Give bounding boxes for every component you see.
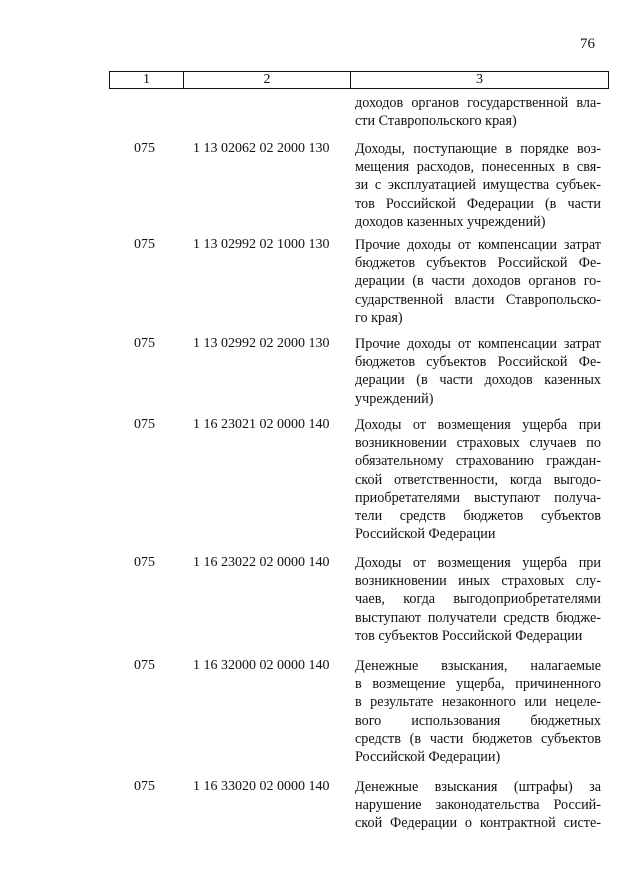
- revenue-description: [355, 335, 601, 408]
- text-line: сти Ставропольского края): [355, 113, 517, 130]
- text-line: ской ответственности, когда выгодо-: [355, 471, 601, 488]
- text-line: Российской Федерации: [355, 526, 496, 543]
- page-number: 76: [580, 36, 595, 52]
- admin-code: 075: [134, 417, 155, 432]
- text-line: доходов органов государственной вла-: [355, 95, 601, 111]
- text-line: нарушение законодательства Россий-: [355, 797, 601, 814]
- text-line: чаев, когда выгодоприобретателями: [355, 591, 601, 608]
- revenue-code: 1 13 02062 02 2000 130: [193, 141, 330, 156]
- text-line: Доходы от возмещения ущерба при: [355, 555, 601, 571]
- text-line: ской Федерации о контрактной систе-: [355, 815, 601, 832]
- table-header: [109, 71, 609, 89]
- text-line: го края): [355, 309, 403, 326]
- text-line: средств (в части бюджетов субъектов: [355, 730, 601, 747]
- text-line: возникновении иных страховых слу-: [355, 573, 601, 590]
- text-line: выступают получатели средств бюдже-: [355, 609, 601, 626]
- text-line: в возмещение ущерба, причиненного: [355, 676, 601, 693]
- admin-code: 075: [134, 141, 155, 156]
- revenue-description: [355, 236, 601, 327]
- admin-code: 075: [134, 779, 155, 794]
- revenue-code: 1 13 02992 02 2000 130: [193, 336, 330, 351]
- text-line: дерации (в части доходов органов го-: [355, 273, 601, 290]
- text-line: приобретателями выступают получа-: [355, 489, 601, 506]
- revenue-code: 1 16 32000 02 0000 140: [193, 658, 330, 673]
- admin-code: 075: [134, 555, 155, 570]
- header-col-1: 1: [110, 72, 184, 88]
- text-line: Российской Федерации): [355, 748, 501, 765]
- text-line: зи с эксплуатацией имущества субъек-: [355, 177, 601, 194]
- revenue-description: [355, 657, 601, 766]
- text-line: в результате незаконного или нецеле-: [355, 694, 601, 711]
- text-line: Доходы от возмещения ущерба при: [355, 417, 601, 433]
- revenue-code: 1 16 23021 02 0000 140: [193, 417, 330, 432]
- header-col-3: 3: [476, 72, 483, 87]
- admin-code: 075: [134, 658, 155, 673]
- text-line: Доходы, поступающие в порядке воз-: [355, 141, 601, 157]
- text-line: дерации (в части доходов казенных: [355, 372, 601, 389]
- text-line: Прочие доходы от компенсации затрат: [355, 336, 601, 352]
- text-line: бюджетов субъектов Российской Фе-: [355, 354, 601, 371]
- revenue-description: [355, 416, 601, 543]
- text-line: Денежные взыскания, налагаемые: [355, 658, 601, 674]
- admin-code: 075: [134, 237, 155, 252]
- text-line: тели средств бюджетов субъектов: [355, 507, 601, 524]
- revenue-description: [355, 778, 601, 833]
- revenue-description: [355, 554, 601, 645]
- text-line: мещения расходов, понесенных в свя-: [355, 159, 601, 176]
- text-line: тов субъектов Российской Федерации: [355, 627, 583, 644]
- header-col-2: 2: [184, 72, 351, 88]
- admin-code: 075: [134, 336, 155, 351]
- text-line: учреждений): [355, 390, 434, 407]
- text-line: доходов казенных учреждений): [355, 213, 546, 230]
- continuation-text: [355, 94, 601, 130]
- revenue-code: 1 13 02992 02 1000 130: [193, 237, 330, 252]
- revenue-code: 1 16 33020 02 0000 140: [193, 779, 330, 794]
- text-line: сударственной власти Ставропольско-: [355, 291, 601, 308]
- text-line: Прочие доходы от компенсации затрат: [355, 237, 601, 253]
- revenue-description: [355, 140, 601, 231]
- text-line: возникновении страховых случаев по: [355, 435, 601, 452]
- text-line: Денежные взыскания (штрафы) за: [355, 779, 601, 795]
- revenue-code: 1 16 23022 02 0000 140: [193, 555, 330, 570]
- text-line: обязательному страхованию граждан-: [355, 453, 601, 470]
- text-line: тов Российской Федерации (в части: [355, 195, 601, 212]
- text-line: бюджетов субъектов Российской Фе-: [355, 255, 601, 272]
- text-line: вого использования бюджетных: [355, 712, 601, 729]
